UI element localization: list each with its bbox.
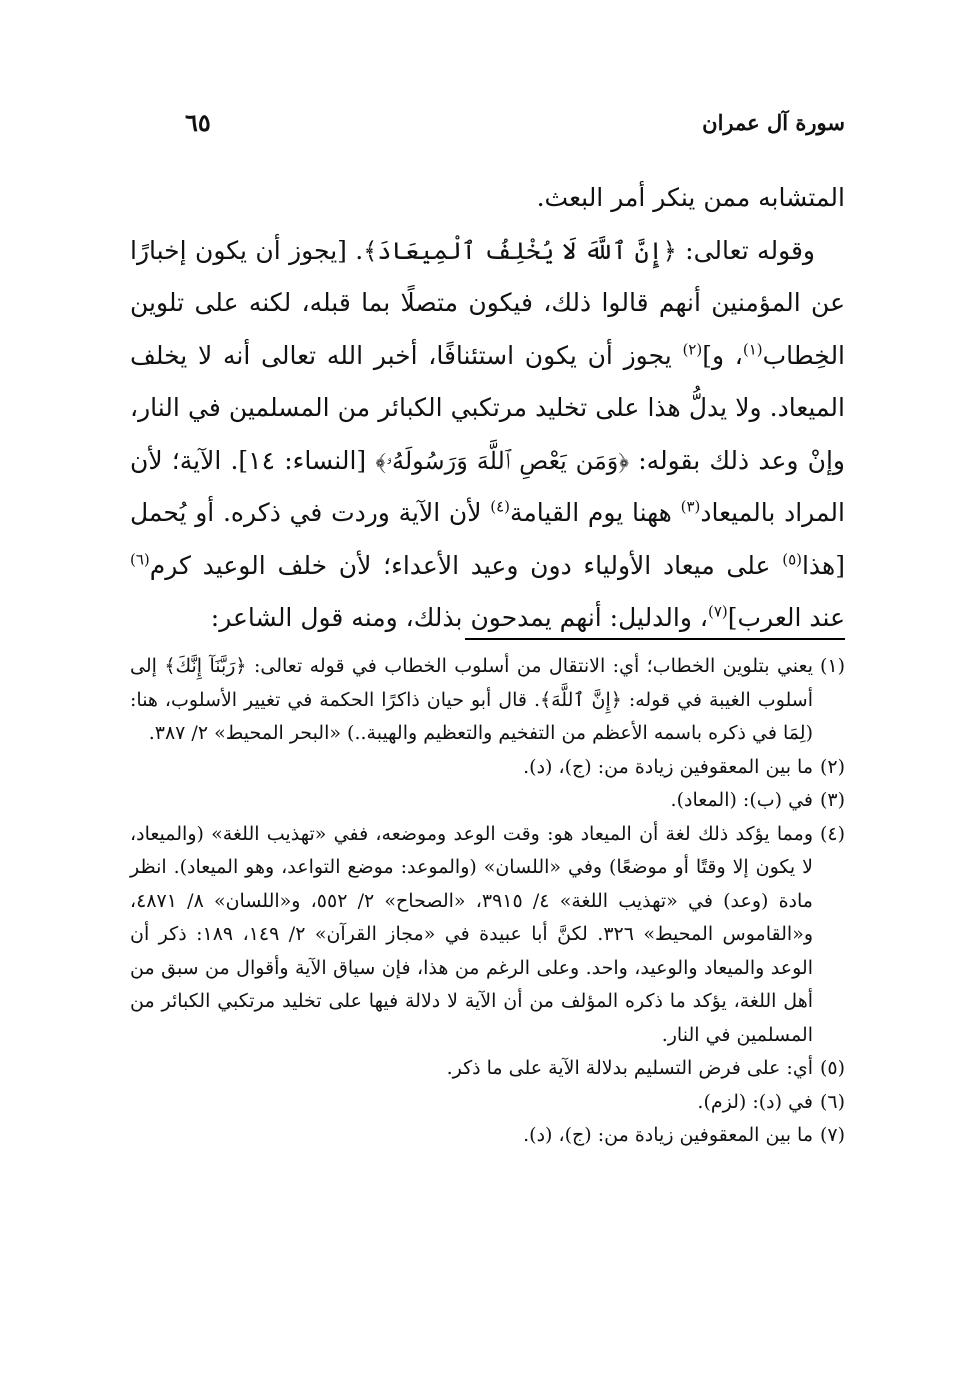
text-run: وقوله تعالى: [676,235,816,265]
footnote-ref-2[interactable]: (٢) [682,340,703,359]
footnote-ref-5[interactable]: (٥) [782,550,802,569]
footnote-number: (١) [819,655,845,677]
footnote-text: يعني بتلوين الخطاب؛ أي: الانتقال من أسلوب الخطاب في قوله تعالى: ﴿رَبَّنَآ إِنَّكَ﴾ إلى أسلوب الغيبة في قوله: ﴿إِنَّ ٱللَّهَ﴾. قال أبو حيان ذاكرًا الحكمة في تغيير الأسلوب، هنا: (لِمَا في ذكره باسمه الأعظم من التفخيم والتعظيم والهيبة..) «البحر المحيط» ٢/ ٣٨٧. [130,655,813,744]
text-run: . [يجوز أن يكون إخبارًا عن المؤمنين أنهم قالوا ذلك، فيكون متصلًا بما قبله، لكنه على تلوين الخِطاب [130,235,846,370]
footnote-3 [130,784,845,818]
footnote-1 [130,650,845,751]
surah-title: سورة آل عمران [702,109,845,135]
footnote-text: ما بين المعقوفين زيادة من: (ج)، (د). [523,1124,813,1146]
quran-verse: ﴿وَمَن يَعْصِ ٱللَّهَ وَرَسُولَهُۥ﴾ [375,446,630,475]
text-run: على ميعاد الأولياء دون وعيد الأعداء؛ لأن خلف الوعيد كرم [149,550,783,580]
footnote-ref-4[interactable]: (٤) [490,497,511,516]
footnote-text: ما بين المعقوفين زيادة من: (ج)، (د). [523,755,813,778]
footnote-text: في (ب): (المعاد). [670,789,813,811]
footnote-number: (٦) [819,1090,845,1113]
footnote-ref-7[interactable]: (٧) [707,602,728,621]
footnote-2 [130,751,845,785]
text-run: ، و] [702,340,743,370]
running-header [185,102,845,142]
main-text [130,172,845,645]
footnote-ref-1[interactable]: (١) [742,340,763,359]
text-run: ههنا يوم القيامة [510,498,681,527]
footnote-text: في (د): (لزم). [697,1090,813,1113]
paragraph-1: المتشابه ممن ينكر أمر البعث. [536,183,845,212]
text-run: يجوز أن يكون استئنافًا، أخبر الله تعالى أنه لا يخلف الميعاد. ولا يدلُّ هذا على تخليد مرتكبي الكبائر من المسلمين في النار، وإنْ وعد ذلك بقوله: [130,340,845,475]
text-run: ، والدليل: أنهم يمدحون بذلك، ومنه قول الشاعر: [210,603,708,632]
footnote-text: ومما يؤكد ذلك لغة أن الميعاد هو: وقت الوعد وموضعه، ففي «تهذيب اللغة» (والميعاد، لا يكون إلا وقتًا أو موضعًا) وفي «اللسان» (والموعد: موضع التواعد، وهو الميعاد). انظر مادة (وعد) في «تهذيب اللغة» ٤/ ٣٩١٥، «الصحاح» ٢/ ٥٥٢، و«اللسان» ٨/ ٤٨٧١، و«القاموس المحيط» ٣٢٦. لكنَّ أبا عبيدة في «مجاز القرآن» ٢/ ١٤٩، ١٨٩: ذكر أن الوعد والميعاد والوعيد، واحد. وعلى الرغم من هذا، فإن سياق الآية وأقوال من سبق من أهل اللغة، يؤكد ما ذكره المؤلف من أن الآية لا دلالة فيها على تخليد مرتكبي الكبائر من المسلمين في النار. [130,822,813,1046]
text-run: عند العرب] [727,603,845,632]
paragraph-2 [130,225,845,645]
footnote-4 [130,818,845,1053]
text-run: لأن الآية وردت في ذكره. أو يُحمل [هذا [130,498,845,580]
footnote-7 [130,1119,845,1153]
footnote-number: (٤) [819,822,845,845]
footnote-5 [130,1052,845,1086]
footnote-separator [465,638,845,640]
footnote-number: (٣) [819,789,845,811]
footnotes [130,650,845,1153]
footnote-text: أي: على فرض التسليم بدلالة الآية على ما ذكر. [446,1057,813,1079]
footnote-6 [130,1086,845,1120]
footnote-number: (٢) [819,755,845,778]
footnote-ref-6[interactable]: (٦) [130,550,150,569]
quran-verse: ﴿إِنَّ ٱللَّهَ لَا يُخْلِفُ ٱلْمِيعَادَ﴾ [363,236,677,265]
footnote-number: (٥) [819,1057,845,1079]
footnote-number: (٧) [819,1124,845,1146]
page-number: ٦٥ [185,107,211,137]
text-run: [النساء: ١٤]. الآية؛ لأن المراد بالميعاد [130,445,845,527]
footnote-ref-3[interactable]: (٣) [680,497,701,516]
